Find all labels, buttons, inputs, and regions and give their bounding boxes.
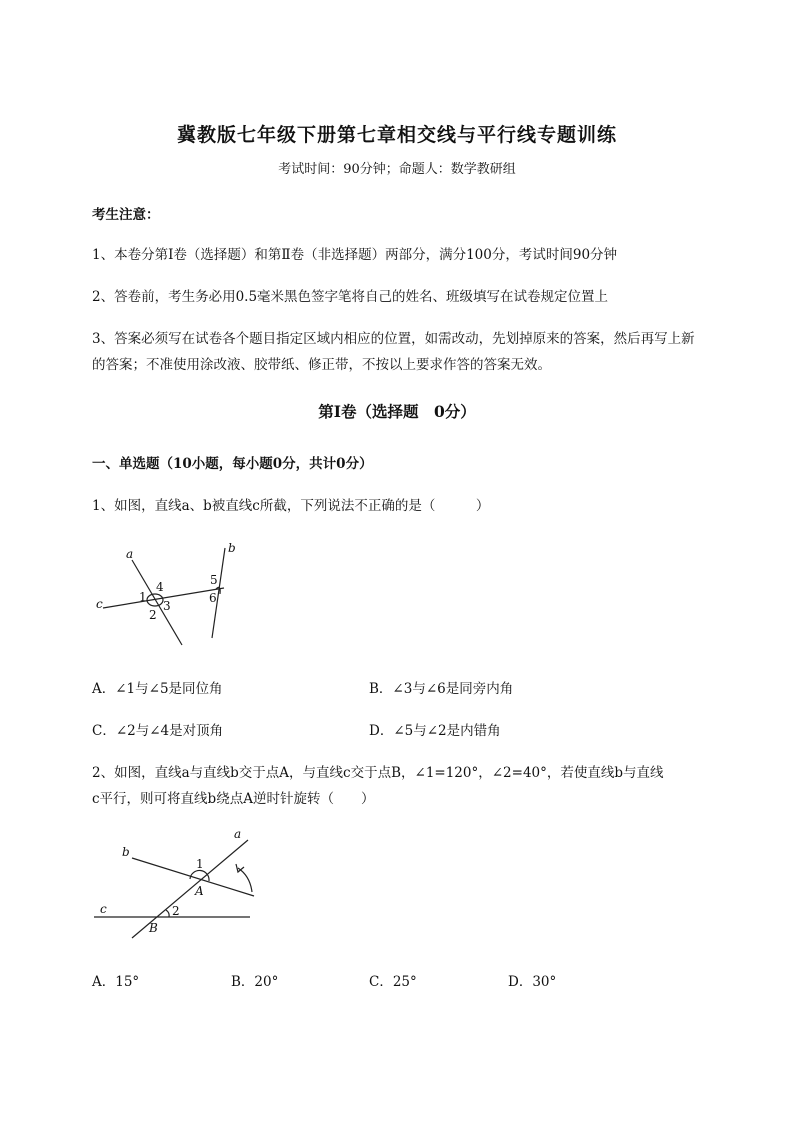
question-1-figure <box>88 538 258 650</box>
question-2-option-b[interactable]: B．20° <box>231 974 279 990</box>
question-1-stem: 1、如图，直线a、b被直线c所截，下列说法不正确的是（ ） <box>92 498 490 514</box>
notice-item-1: 1、本卷分第Ⅰ卷（选择题）和第Ⅱ卷（非选择题）两部分，满分100分，考试时间90分钟 <box>92 247 618 263</box>
document-subtitle: 考试时间：90分钟；命题人：数学教研组 <box>278 162 516 177</box>
label-c: c <box>100 902 107 916</box>
point-label-a: A <box>195 884 204 898</box>
question-2-option-c[interactable]: C．25° <box>369 974 417 990</box>
angle-label-4: 4 <box>156 580 164 594</box>
line-b <box>132 858 254 896</box>
rotation-arrowhead <box>236 864 244 872</box>
angle-label-1: 1 <box>139 590 147 604</box>
question-1-option-c[interactable]: C．∠2与∠4是对顶角 <box>92 723 224 739</box>
rotation-arrow <box>238 868 252 892</box>
part-title: 一、单选题（10小题，每小题0分，共计0分） <box>92 456 373 472</box>
section-title: 第Ⅰ卷（选择题 0分） <box>318 402 476 421</box>
label-a: a <box>126 547 134 561</box>
angle-label-2: 2 <box>149 608 157 622</box>
label-b: b <box>122 845 130 859</box>
question-2-figure <box>88 826 268 942</box>
question-2-option-a[interactable]: A．15° <box>92 974 140 990</box>
point-label-b: B <box>149 921 158 935</box>
angle-label-1: 1 <box>196 857 204 871</box>
angle-label-5: 5 <box>210 573 218 587</box>
notice-item-2: 2、答卷前，考生务必用0.5毫米黑色签字笔将自己的姓名、班级填写在试卷规定位置上 <box>92 289 609 305</box>
question-1-option-b[interactable]: B．∠3与∠6是同旁内角 <box>369 681 514 697</box>
question-2-stem-line-2: c平行，则可将直线b绕点A逆时针旋转（ ） <box>92 791 375 807</box>
question-2-option-d[interactable]: D．30° <box>508 974 557 990</box>
question-2-stem-line-1: 2、如图，直线a与直线b交于点A，与直线c交于点B，∠1=120°，∠2=40°，若使直线b与直线 <box>92 765 664 781</box>
angle-mark-2 <box>166 910 169 917</box>
notice-heading: 考生注意： <box>92 207 160 223</box>
notice-item-3-continued: 的答案；不准使用涂改液、胶带纸、修正带，不按以上要求作答的答案无效。 <box>92 357 551 373</box>
question-1-option-d[interactable]: D．∠5与∠2是内错角 <box>369 723 501 739</box>
label-b: b <box>228 541 236 555</box>
angle-label-2: 2 <box>172 904 180 918</box>
question-1-option-a[interactable]: A．∠1与∠5是同位角 <box>92 681 223 697</box>
document-title: 冀教版七年级下册第七章相交线与平行线专题训练 <box>176 124 617 146</box>
angle-label-6: 6 <box>209 591 217 605</box>
angle-label-3: 3 <box>163 599 171 613</box>
notice-item-3: 3、答案必须写在试卷各个题目指定区域内相应的位置，如需改动，先划掉原来的答案，然后再写上新 <box>92 331 695 347</box>
label-a: a <box>234 827 242 841</box>
label-c: c <box>96 597 103 611</box>
